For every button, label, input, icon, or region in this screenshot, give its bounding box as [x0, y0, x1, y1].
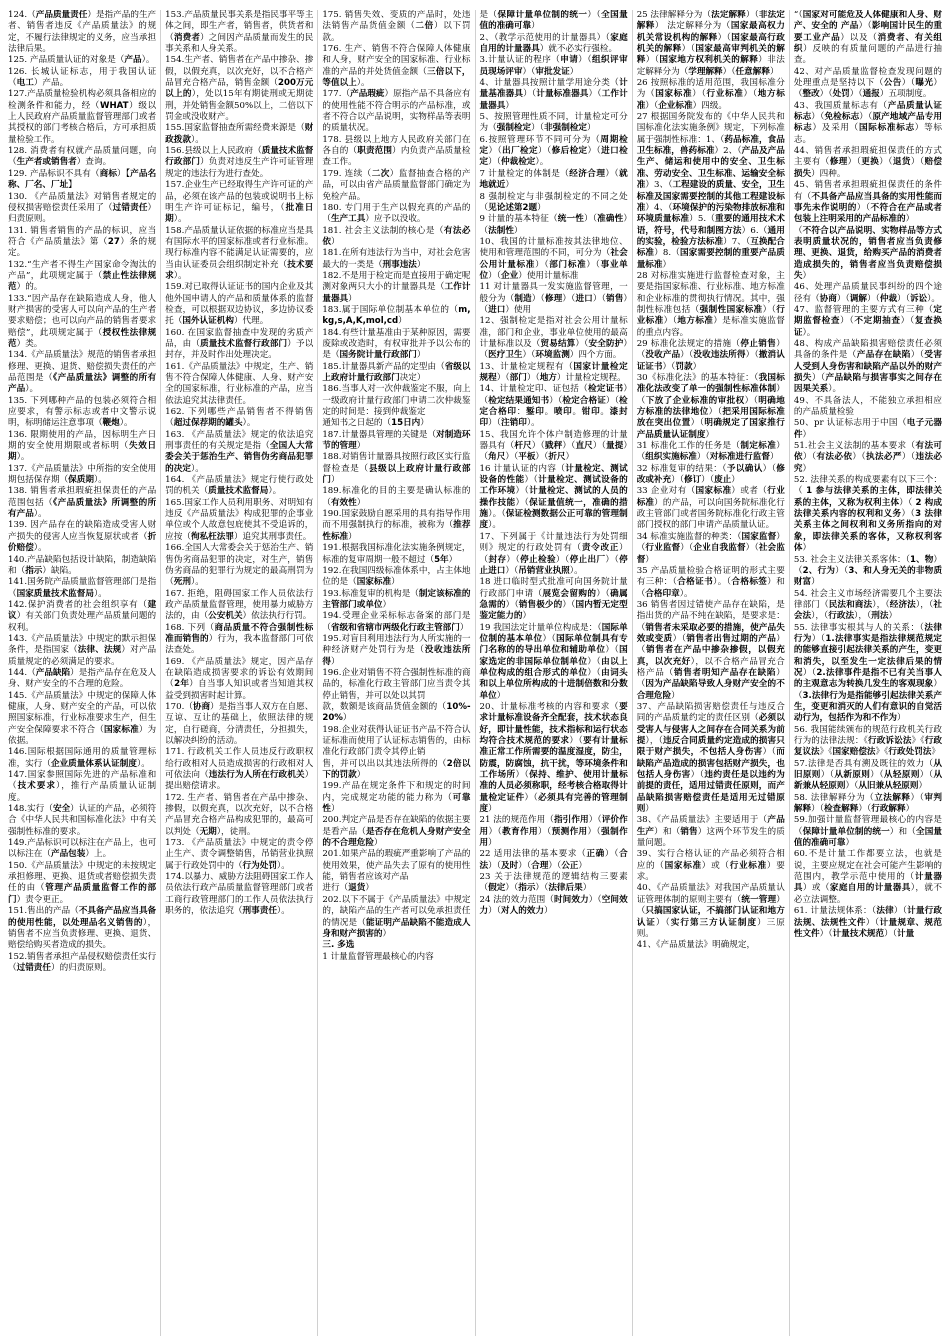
- question-item: 184.有些计量基准由于某种原因，需要废除或改造时，有权审批并予以公布的是（国务院计量行政部门）: [322, 327, 471, 361]
- question-item: 14、计量检定印、证包括（检定证书）（检定结果通知书）（检定合格证）（检定合格印：錾印。喷印。钳印。漆封印）（注销印）。: [479, 384, 628, 429]
- question-item: 179. 连续（二次）监督抽查合格的产品，可以由省产品质量监督部门确定为免检产品。: [322, 168, 471, 202]
- question-item: 11 对计量器具一发实施监督管理，一般分为（制造）（修理）（进口）（销售）（进口）使用: [479, 282, 628, 315]
- question-item: 193.标准复审的机构是（制定该标准的主管部门或单位）: [322, 588, 471, 610]
- question-item: 148.实行（安全）认证的产品，必须符合《中华人民共和国标准化法》中有关强制性标准的要求。: [8, 804, 157, 837]
- question-item: 22 适用法律的基本要求（正确）（合法）（及时）（合理）（公正）: [479, 849, 628, 871]
- question-item: 5、按照管理性质不同，计量检定可分为（强制检定）（非强制检定）: [479, 112, 628, 134]
- question-item: 153.产品质量民事关系是指民事平等主体之间，即生产者，销售者，供货者和（消费者）之间因产品质量而发生的民事关系和人身关系。: [165, 10, 314, 55]
- question-item: 125. 产品质量认证的对象是（产品）。: [8, 55, 155, 66]
- question-item: 35 产品质量检验合格证明的形式主要有三种：（合格证书）。（合格标签）和（合格印章）。: [636, 565, 785, 599]
- question-item: 137.《产品质量法》中所指的安全使用期包括保存期（保质期）。: [8, 463, 157, 486]
- question-item: 61. 计量法规体系：（法律）（计量行政法规、法规性文件）（计量规章、规范性文件）（计量技术规范）（计量: [793, 906, 943, 939]
- question-item: 50、pr 认证标志用于中国（电子元器件）: [793, 418, 943, 440]
- question-item: 127.产品质量检验机构必须具备相应的检测条件和能力，经（WHAT）级以上人民政府产品质量监督管理部门或者其授权的部门考核合格后，方可承担质量检验工作。: [8, 89, 157, 145]
- question-item: 是（保障计量单位制的统一）（全国量值的准确可靠）: [479, 10, 628, 32]
- question-item: 27 根据国务院发布的《中华人民共和国标准化法实施条例》规定，下列标准属于强制性标准：1、（药品标准，食品卫生标准，兽药标准）2、（产品及产品生产、储运和使用中的安全、卫生标准、劳动安全、卫生标准、运输安全标准）3、（工程建设的质量、安全，卫生标准及国家需要控制的其他工程建设标准）4、（环境保护的污染物排放标准和环境质量标准）5.（重要的通用技术术语，符号，代号和制图方法）6.（通用的实验，检验方法标准）7、（互换配合标准）8.（国家需要控制的重要产品质量标准）: [636, 112, 785, 270]
- question-item: 187.计量器具管理的关键是（对制造环节的管理）: [322, 429, 471, 452]
- question-item: 53. 社会主义法律关系客体：（1、物）（2、行为）（3、和人身无关的非物质财富）: [793, 554, 943, 588]
- question-item: 55. 法律事实根其与人的关系：（法律行为）（1.法律事实是指法律规范规定的能够直接引起法律关系的产生，变更和消失，以至发生一定法律后果的情况）（2.法律事件是指不已有关当事人的主观意志为转换几发生的客观现象）（3.法律行为是指能够引起法律关系产生，变更和消灭的人们有意识的自觉活动行为，包括作为和不作为）: [793, 622, 943, 724]
- column-4: [475, 10, 628, 1336]
- question-item: 售，并可以出以其违法所得的（2倍以下的罚款）: [322, 758, 471, 781]
- question-item: 180. 专门用于生产以假充真的产品的（生产工具）应予以没收。: [322, 202, 471, 225]
- question-item: 200.判定产品是否存在缺陷的依据主要是看产品（是否存在危机人身财产安全的不合理危险）: [322, 815, 471, 849]
- question-item: 24 法的效力范围（时间效力）（空间效力）（对人的效力）: [479, 894, 628, 917]
- question-item: 43、我国质量标志有（产品质量认证标志）（免检标志）（原产地域产品专用标志）及采用（国际标准标志）等标志。: [793, 100, 943, 145]
- question-item: 1 计量监督管理最核心的内容: [322, 951, 434, 962]
- question-item: 133.“因产品存在缺陷造成人身，他人财产损害的受害人可以向产品的生产者要求赔偿；也可以向产品的销售者要求赔偿”，此项规定属于（授权性法律规范）类。: [8, 293, 157, 349]
- question-item: 147.国家参照国际先进的产品标准和（技术要求），推行产品质量认证制度。: [8, 770, 157, 803]
- question-item: 51.社会主义法制的基本要求（有法可依）（有法必依）（执法必严）（违法必究）: [793, 441, 943, 474]
- question-item: 134.《产品质量法》规范的销售者承担修理、更换、退货、赔偿损失责任的产品范围是（《产品质量法》调整的所有产品）。: [8, 350, 157, 395]
- question-item: 款，数额是该商品货值金额的（10%-20%）: [322, 701, 471, 724]
- question-item: 154.生产者、销售者在产品中掺杂、掺假，以假充真，以次充好，以不合格产品冒充合格产品，销售金额（200万元以上的），处以15年有期徒刑或无期徒刑，并处销售金额50%以上，二倍以下罚金或没收财产。: [165, 55, 314, 123]
- question-item: 28 对标准实施进行监督检查对象，主要是指国家标准、行业标准、地方标准和企业标准的贯彻执行情况。其中，强制性标准包括（强制性国家标准）（行业标准）（地方标准）是标准实施监督的重点内容。: [636, 270, 785, 338]
- question-item: 25 法律解释分为（法定解释）（非法定解释） 法定解释分为（国家最高权力机关常设机构的解释）（国家最高行政机关的解释）（国家最高审判机关的解释）（国家地方权利机关的解释）非法定解释分为（学理解释）（任意解释）: [636, 10, 785, 77]
- question-item: 169. 《产品质量法》规定，因产品存在缺陷造成损害要求的诉讼有效期间（2年）自当事人知识或者当知道其权益受到损害时起计算。: [165, 656, 314, 701]
- question-item: 198.企业对获得认证证书产品不符合认证标准而使用了认证标志销售的，由标准化行政部门责令其停止销: [322, 724, 471, 758]
- question-item: 201.如果产品的瑕疵严重影响了产品的使用效果，使产品失去了原有的使用性能，销售者应该对产品: [322, 849, 471, 883]
- question-item: 29 标准化法规定的措施（停止销售）（没收产品）（没收违法所得）（撤消认证证书）（罚款）: [636, 338, 785, 372]
- question-item: 进行（退货）: [322, 883, 374, 894]
- question-item: 181. 社会主义法制的核心是（有法必依）: [322, 225, 471, 247]
- question-item: 189.标准化的目的主要是确认标准的（有效性）: [322, 486, 471, 508]
- question-item: 151.售出的产品（不具备产品应当具备的使用性能，以处理品名义销售的），销售者不应当负责修理、更换、退货、赔偿给购买者造成的损失。: [8, 906, 157, 951]
- question-item: 130. 《产品质量法》对销售者规定的侵权损害赔偿责任采用了（过错责任）归责原则。: [8, 191, 157, 225]
- question-item: 36 销售者因过错使产品存在缺陷，是指出货的产品不纯在缺陷，是要求是：（销售者未采取必要的措施，使产品失效或变质）（销售者出售过期的产品）（销售者在产品中掺杂掺假，以假充真，以次充好），以不合格产品冒充合格产品（销售者明知产品存在缺陷）（因为产品缺陷导致人身财产安全的不合理危险）: [636, 599, 785, 701]
- question-item: 16 计量认证的内容（计量检定、测试设备的性能）（计量检定、测试设备的工作环境）（计量检定、测试的人员的操作技能）（保证量值统一，准确的措施）。（保证检测数据公正可靠的管理制度）。: [479, 463, 628, 531]
- question-item: 156.县级以上人民政府（质量技术监督行政部门）负责对违反生产许可证管理规定的违法行为进行查处。: [165, 146, 314, 179]
- question-item: 57.法律是否具有溯及既往的效力（从旧原则）（从新原则）（从轻原则）（从新兼从轻原则）（从旧兼从轻原则）: [793, 758, 943, 792]
- question-item: 124.（产品质量责任）是指产品的生产者、销售者违反《产品质量法》的规定，不履行法律规定的义务，应当承担法律后果。: [8, 10, 157, 55]
- question-item: 161.《产品质量法》中规定，生产、销售不符合保障人体健康、人身、财产安全的国家标准，行业标准的产品，应当依法追究其法律责任。: [165, 361, 314, 406]
- question-item: 132.“生产者不得生产国家命令淘汰的产品”，此项规定属于（禁止性法律规范）的。: [8, 259, 157, 293]
- question-item: 194.受理企业采标标志备案的部门是（省级和省辖市两级化行政主管部门）: [322, 611, 471, 633]
- question-item: 60.不是计量工作都要立法，也就是说，主要应规定在社会可能产生影响的范围内，教学示范中使用的（计量器具）或（家庭自用的计量器具），就不必立法调整。: [793, 849, 943, 905]
- question-item: 183.属于国际单位制基本单位的（m,kg,s,A,K,mol,cd）: [322, 304, 471, 327]
- question-item: 3.计量认证的程序（申请）（组织评审员现场评审）（审批发证）: [479, 55, 628, 77]
- question-item: 18 进口临时型式批准可向国务院计量行政部门申请（展览会留购的）（确属急需的）（销售极少的）（国内暂无定型鉴定能力的）: [479, 577, 628, 622]
- question-item: 126. 长城认证标志，用于我国认证（电工）产品。: [8, 66, 157, 89]
- question-item: 通知书之日起的（15日内）: [322, 418, 429, 429]
- question-item: 191.根据我国标准化法实施条例规定，标准的复审周期一般不超过（5年）: [322, 543, 471, 565]
- question-item: 159.对已取得认证证书的国内企业及其他外国申请人的产品和质量体系的监督检查，可以根据双边协议，多边协议委托（国外认证机构）代理。: [165, 282, 314, 327]
- question-item: 33 企业对有（国家标准）或者（行业标准）的产品，可以向国务院标准化行政主管部门或者国务院标准化行政主管部门授权的部门申请产品质量认证。: [636, 486, 785, 531]
- question-item: 三. 多选: [322, 940, 355, 951]
- question-item: 17、下列属于《计量违法行为处罚细则》规定的行政处罚有（责令改正）（封存）（停止检验）（停止出厂）（停止进口）（吊销营业执照）。: [479, 531, 628, 576]
- column-3: [317, 10, 470, 1336]
- question-item: 175. 销售失效、变质的产品时，处违法销售产品货值金额（二倍）以下罚款。: [322, 10, 471, 43]
- question-item: 168. 下列（商品质量不符合强制性标准而销售的）行为，我本监督部门可依法查处。: [165, 622, 314, 656]
- question-item: 185.计量器具新产品的定型由（省级以上政府计量行政部门决定）: [322, 361, 471, 383]
- question-item: 19 我国法定计量单位构成是：（国际单位制的基本单位）（国际单位制具有专门名称的的导出单位和辅助单位）（国家选定的非国际单位制单位）（由以上单位构成的组合形式的单位）（由词头和以上单位所构成的十进制倍数和分数单位）: [479, 622, 628, 701]
- question-item: 160. 在国家监督抽查中发现的劣质产品，由（质量技术监督行政部门）予以封存，并及时作出处理决定。: [165, 327, 314, 361]
- question-item: 59.加强计量监督管理最核心的内容是（保障计量单位制的统一）和（全国量值的准确可靠）: [793, 815, 943, 849]
- question-item: 31 标准化工作的任务是（制定标准）（组织实施标准）（对标准进行监督）: [636, 441, 785, 463]
- question-item: 136. 限期使用的产品，因标明生产日期的安全使用期限或者标明（失效日期）。: [8, 429, 157, 463]
- question-item: 176. 生产、销售不符合保障人体健康和人身，财产安全的国家标准、行业标准的产品的并处货值金额（三倍以下，等值以上）。: [322, 44, 471, 89]
- question-item: 34 标准实施监督的种类：（国家监督）（行业监督）（企业自我监督）（社会监督）: [636, 531, 785, 565]
- question-item: 135. 下列哪种产品的包装必须符合相应要求，有警示标志或者中文警示说明，标明储运注意事项（鞭炮）。: [8, 395, 157, 429]
- question-item: 199.产品在规定条件下和规定的时间内，完成规定功能的能力称为（可靠性）: [322, 781, 471, 815]
- question-item: 144.（产品缺陷）是指产品存在危及人身、财产安全的不合理的危险。: [8, 667, 157, 690]
- question-item: 140.产品缺陷包括设计缺陷，制造缺陷和（指示）缺陷。: [8, 554, 157, 576]
- question-item: 196.企业对销售不符合强制性标准的商品的，标准化行政主管部门应当责令其停止销售，并可以处以其罚: [322, 667, 471, 701]
- question-item: 182.不是用于检定而是直接用于确定呢测对象两只大小的计量器具是（工作计量器具）: [322, 270, 471, 304]
- question-item: 202.以下不属于《产品质量法》中规定的，缺陷产品的生产者可以免承担责任的情况是（能证明产品缺陷不能造成人身和财产损害的）: [322, 894, 471, 939]
- question-item: 42、对产品质量监督检查发现问题的处理重点是坚持以下（公告）（曝光）（整改）（处罚）（通报）五项制度。: [793, 66, 943, 100]
- question-item: 170.（协商）是指当事人双方在自愿、互谅、互让的基础上，依照法律的规定，自行磋商，分清责任，分担损失，以解决纠纷的活动。: [165, 701, 314, 746]
- question-item: 32 标准复审的结果：（予以确认）（修改或补充）（修订）（废止）: [636, 463, 785, 486]
- question-item: 128. 消费者有权就产品质量问题，向（生产者或销售者）查询。: [8, 146, 157, 168]
- question-item: 129. 产品标识不具有（商标）【产品名称、厂名、厂址】: [8, 168, 157, 191]
- question-item: 146.国际根据国际通用的质量管理标准，实行（企业质量体系认证制度）。: [8, 747, 157, 769]
- question-item: 181.在所有违法行为当中，对社会危害最大的一类是（刑事违法）: [322, 248, 471, 270]
- question-item: 131. 销售者销售的产品的标识，应当符合《产品质量法》第（27）条的规定。: [8, 225, 157, 259]
- question-item: 195.对盲目利用违法行为人所实施的一种经济财产处罚行为是（没收违法所得）: [322, 633, 471, 667]
- question-item: 149.产品标识可以标注在产品上，也可以标注在（产品包装）上。: [8, 838, 157, 860]
- question-item: 141.国务院产品质量监督管理部门是指（国家质量技术监督局）。: [8, 577, 157, 599]
- question-item: 145.《产品质量法》中规定的保障人体健康，人身、财产安全的产品，可以依照国家标准，行业标准要求生产，但生产安全保障要求不符合（国家标准）为依据。: [8, 690, 157, 746]
- question-item: 30《标准化法》的基本特征：（我国标准化法改变了单一的强制性标准体制）（下放了企业标准的审批权）（明确地方标准的法律地位）（把采用国际标准放在突出位置）（明确规定了国家推行产品质量认证制度）: [636, 373, 785, 440]
- question-item: 155.国家监督抽查所需经费来源是（财政拨款）。: [165, 123, 314, 145]
- question-item: 49、不具备法人，不能独立承担相应的产品质量检验: [793, 395, 943, 418]
- question-item: 139. 因产品存在的缺陷造成受害人财产损失的侵害人应当恢复原状或者（折价赔偿）。: [8, 520, 157, 554]
- question-item: 41、《产品质量法》明确规定，: [636, 940, 756, 951]
- question-item: 177.（产品瑕疵）原指产品不具备应有的使用性能不符合明示的产品标准，或者不符合以产品说明，实物样品等表明的质量状况。: [322, 89, 471, 134]
- question-item: 190.国家鼓励自愿采用的具有指导作用而不用强制执行的标准，被称为（推荐性标准）: [322, 509, 471, 542]
- question-item: 164. 《产品质量法》规定行使行政处罚的机关（质量技术监督局）。: [165, 475, 314, 497]
- column-1: [8, 10, 156, 1336]
- question-item: 13、计量检定规程有（国家计量检定规程）（部门）（地方）计量检定规程。: [479, 361, 628, 383]
- question-item: 37、产品缺陷损害赔偿责任与违反合同的产品质量约定的责任区别（必须以受害人与侵害人之间存在合同关系为前提），（违反合同质量约定造成的损害只限于财产损失，不包括人身伤害）（而缺陷产品造成的损害包括财产损失，也包括人身伤害）（违约责任是以违约为前提的责任，适用过错责任原则，而产品缺陷损害赔偿责任是适用无过错原则）: [636, 701, 785, 815]
- question-item: 157.企业生产已经取得生产许可证的产品，必须在该产品的包装或说明书上标明生产许可证标记，编号，（批准日期）。: [165, 180, 314, 225]
- question-item: 39、实行合格认证的产品必须符合相应的（国家标准）或（行业标准）要求。: [636, 849, 785, 883]
- question-item: 192.在我国四级标准体系中，占主体地位的是（国家标准）: [322, 565, 471, 588]
- question-item: 15、我国允许个体户制造修理的计量器具有（杆尺）（戥秤）（直尺）（量提）（角尺）（平板）（折尺）: [479, 429, 628, 463]
- question-item: 143.《产品质量法》中规定的默示担保条件，是指国家（法律、法规）对产品质量规定的必须满足的要求。: [8, 633, 157, 667]
- question-item: 10、我国的计量标准按其法律地位、使用和管理范围的不同，可分为（社会公用计量标准）（部门标准）（事业单位）（企业）使用计量标准: [479, 236, 628, 281]
- question-item: 188.对销售计量器具按照行政区实行监督检查是（县级以上政府计量行政部门）: [322, 452, 471, 486]
- question-item: 167. 拒绝，阻碍国家工作人员依法行政产品质量监督管理，使用暴力威胁方法的，由（公安机关）依法执行行罚。: [165, 588, 314, 622]
- question-item: 56. 我国能续颁布的规范行政机关行政行为的法律法规：《行政诉讼法》《行政复议法》《国家赔偿法》《行政处罚法》: [793, 724, 943, 758]
- question-item: 20、计量标准考核的内容和要求（要求计量标准设备齐全配套，技术状态良好，即计量性能，技术指标和运行状态均符合技术规范的要求）（要有计量标准正常工作所需要的温度湿度，防尘，防震，防腐蚀，抗干扰，等环境条件和工作场所）（保持、维护、使用计量标准的人员必须称职，经考核合格取得计量检定证件）（必须具有完善的管理制度）: [479, 701, 628, 815]
- column-6: [789, 10, 942, 1336]
- question-item: 174.以暴力、威胁方法阻碍国家工作人员依法行政产品质量监督管理部门或者工商行政管理部门的工作人员依法执行职务的，依法追究（刑事责任）。: [165, 872, 314, 917]
- question-item: 46、处理产品质量民事纠纷的四个途径有（协商）（调解）（仲裁）（诉讼）。: [793, 282, 943, 304]
- question-item: 54. 社会主义市场经济需要几个主要法律部门（民法和商法），（经济法），（社会法），（行政法），（刑法）: [793, 588, 943, 622]
- question-item: 12、强制检定是指对社会公用计量标准，部门和企业，事业单位使用的最高计量标准以及（贸易结算）（安全防护）（医疗卫生）（环境监测）四个方面。: [479, 316, 628, 361]
- question-item: “（国家对可能危及人体健康和人身、财产、安全的 产品）（影响国计民生的重要工业产品）以及（消费者、有关组织）反映的有质量问题的产品进行抽查。: [793, 10, 943, 66]
- question-item: 172. 生产者、销售者在产品中掺杂、掺假，以假充真，以次充好，以不合格产品冒充合格产品构成犯罪的，最高可以判处（无期），徒刑。: [165, 792, 314, 837]
- question-item: 162. 下列哪些产品销售者不得销售（超过保荐期的罐头）。: [165, 407, 314, 429]
- question-item: 166.全国人大常委会关于惩治生产、销售伪劣商品犯罪的决定，对生产，销售伪劣商品的犯罪行为规定的最高刑罚为（死刑）。: [165, 543, 314, 588]
- question-item: 4、计量器具按照计量学用途分类（计量基准器具）（计量标准器具）（工作计量器具）: [479, 78, 628, 111]
- column-5: [632, 10, 785, 1336]
- question-item: 23 关于法律规范的逻辑结构三要素（假定）（指示）（法律后果）: [479, 872, 628, 894]
- question-item: 58. 法律解释分为（立法解释）（审判解释）（检查解释）（行政解释）: [793, 792, 943, 815]
- question-item: 142.保护消费者的社会组织享有（建议）有关部门负责处理产品质量问题的权利。: [8, 599, 157, 633]
- question-item: 45、销售者承担瑕疵担保责任的条件有（不具备产品应当具备的实用性能而事先未作说明的）（不符合在产品或者包装上注明采用的产品标准的）: [793, 180, 943, 225]
- question-item: 48、构成产品缺陷损害赔偿责任必须具备的条件是（产品存在缺陷）（受害人受到人身伤害和缺陷产品以外的财产损失）（产品缺陷与损害事实之间存在因果关系）。: [793, 338, 943, 395]
- question-item: 38、《产品质量法》主要适用于（产品生产）和（销售）这两个环节发生的质量问题。: [636, 815, 785, 849]
- question-item: 138. 销售者承担瑕疵担保责任的产品范围包括（《产品质量法》所调整的所有产品）。: [8, 486, 157, 520]
- question-item: 21 法的规范作用（指引作用）（评价作用）（教育作用）（预测作用）（强制作用）: [479, 815, 628, 849]
- question-item: 173. 《产品质量法》中规定的责令停止生产、责令调整销售，吊销营业执照属于行政处罚中的（行为处罚）。: [165, 838, 314, 871]
- question-item: 150.《产品质量法》中规定的未按规定承担修理、更换、退货或者赔偿损失责任的由（管理产品质量监督工作的部门）责令更正。: [8, 860, 157, 905]
- question-item: 8 强制检定与非强制检定的不同之处（见论述第2题）: [479, 191, 628, 213]
- question-item: 44、销售者承担瑕疵担保责任的方式主要有（修理）（更换）（退货）（赔偿损失）四种。: [793, 146, 943, 179]
- question-item: （不符合以产品说明、实物样品等方式表明质量状况的，销售者应当负责修理、更换、退货，给购买产品的消费者造成损失的，销售者应当负责赔偿损失）: [793, 225, 943, 281]
- question-item: 178. 县级以上地方人民政府关部门在各自的（职责范围）内负责产品质量检查工作。: [322, 134, 471, 168]
- question-item: 26 按照标准的适用范围，我国标准分为（国家标准）（行业标准）（地方标准）（企业标准）四级。: [636, 78, 785, 111]
- question-item: 6.按照管理环节不同可分为（周期检定）（出厂检定）（修后检定）（进口检定）（仲裁检定）。: [479, 134, 628, 168]
- question-item: 52. 法律关系的构成要素有以下三个：（ 1 参与法律关系的主体，即法律关系的主体，又称为权利主体）（ 2 构成法律关系内容的权利和义务）（3 法律关系主体之间权利和义务所指向的对象，即法律关系的客体，又称权利客体）: [793, 475, 943, 554]
- question-item: 163. 《产品质量法》规定的依法追究刑事责任的有关规定是指（全国人大常委会关于惩治生产、销售伪劣商品犯罪的决定）。: [165, 429, 314, 474]
- question-item: 7 计量检定的体制是（经济合理）（就地就近）: [479, 168, 628, 191]
- question-item: 158.产品质量认证依据的标准应当是具有国际水平的国家标准或者行业标准。现行标准内容不能满足认证需要的，应当由认证委员会组织制定补充（技术要求）。: [165, 225, 314, 281]
- question-item: 152.销售者承担产品侵权赔偿责任实行（过错责任）的归责原则。: [8, 951, 157, 973]
- question-item: 186.当事人对一次仲裁鉴定不服，向上一级政府计量行政部门申请二次仲裁鉴定的时间是：接到仲裁鉴定: [322, 384, 471, 418]
- question-item: 165.国家工作人员利用职务、对明知有违反《产品质量法》构成犯罪的企事业单位或个人故意包庇使其不受追诉的，应按（徇私枉法罪）追究其刑事责任。: [165, 497, 314, 542]
- question-item: 2、（教学示范使用的计量器具）（家庭自用的计量器具）就不必实行强检。: [479, 32, 628, 55]
- question-item: 47、监督管理的主要方式有三种（定期监督检查）（不定期抽查）（复查换证）。: [793, 304, 943, 338]
- question-item: 171. 行政机关工作人员违反行政职权给行政相对人员造成损害的行政相对人可依法向（违法行为人所在行政机关）提出赔偿请求。: [165, 747, 314, 792]
- column-2: [160, 10, 313, 1336]
- question-item: 40、《产品质量法》对我国产品质量认证管理体制的原则主要有（统一管理）（只搞国家认证，不搞部门认证和地方认证）（实行第三方认证制度）三原则。: [636, 883, 785, 939]
- question-item: 9 计量的基本特征（统一性）（准确性）（法制性）: [479, 214, 628, 236]
